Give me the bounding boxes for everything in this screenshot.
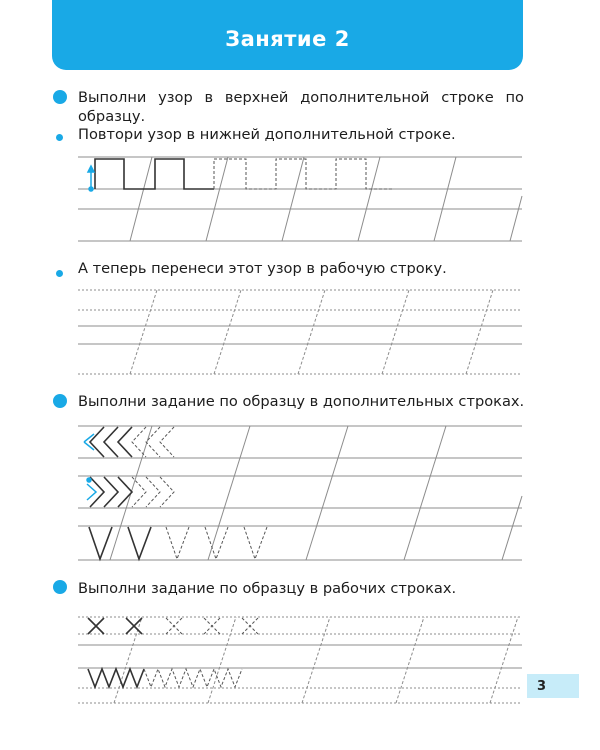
lesson-title: Занятие 2 (225, 27, 350, 51)
meander-trace (214, 159, 394, 189)
chevrons-right-trace (132, 477, 174, 507)
chevrons-left-sample (90, 427, 132, 457)
chevrons-left-trace (132, 427, 174, 457)
sample-arrow (88, 166, 94, 191)
v-letters-sample (89, 527, 151, 559)
page-number: 3 (527, 674, 579, 698)
instruction-text-4: Выполни задание по образцу в дополнительных строках. (78, 393, 525, 410)
x-letters-sample (88, 618, 142, 634)
instruction-text-1: Выполни узор в верхней дополнительной строке по образцу. (78, 89, 524, 125)
instruction-text-2: Повтори узор в нижней дополнительной строке. (78, 126, 456, 143)
instruction-text-3: А теперь перенеси этот узор в рабочую строку. (78, 260, 447, 277)
practice-lines-working-1 (78, 290, 522, 374)
practice-lines-working-2 (78, 617, 522, 703)
meander-sample (95, 159, 214, 189)
x-letters-trace (166, 618, 258, 634)
v-chain-sample (88, 669, 144, 687)
v-chain-trace (144, 669, 242, 687)
instruction-text-5: Выполни задание по образцу в рабочих строках. (78, 580, 457, 597)
practice-lines-additional-1 (78, 157, 522, 241)
